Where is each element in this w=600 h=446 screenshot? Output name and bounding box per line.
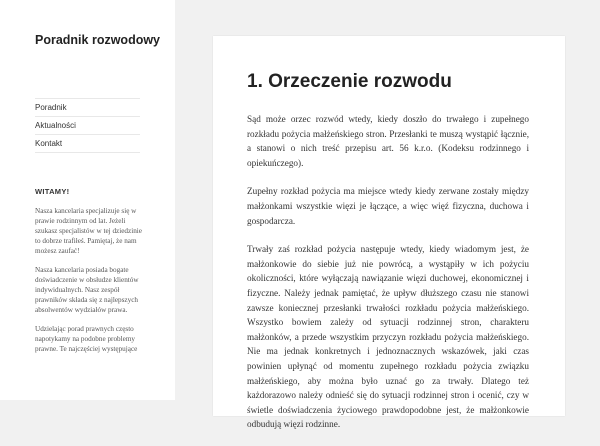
widget-paragraph: Nasza kancelaria specjalizuje się w prawie rodzinnym od lat. Jeżeli szukasz specjalistów w tej dziedzinie to dobrze trafiłeś. Pamiętaj, że nam możesz zaufać! xyxy=(35,207,142,255)
article-title: 1. Orzeczenie rozwodu xyxy=(247,71,452,92)
main-navigation xyxy=(35,98,140,153)
article-body xyxy=(247,112,529,446)
widget-text xyxy=(35,206,145,363)
article-paragraph: Trwały zaś rozkład pożycia następuje wtedy, kiedy wiadomym jest, że małżonkowie do siebie już nie powrócą, a wystąpiły w ich pożyciu okoliczności, które wyłączają nawiązanie więzi duchowej, ekonomicznej i fizyczne. Należy jednak pamiętać, że upływ dłuższego czasu nie stanowi zawsze koniecznej przesłanki trwałości rozkładu pożycia małżeńskiego. Wszystko bowiem zależy od sytuacji rodzinnej stron, charakteru małżonków, a przede wszystkim przyczyn rozkładu pożycia małżeńskiego. Nie ma jednak konkretnych i jednoznacznych wskazówek, jaki czas powinien upłynąć od momentu zupełnego rozkładu pożycia związku małżeńskiego, aby można było uznać go za trwały. Dlatego też każdorazowo należy odnieść się do sytuacji rodzinnej stron i ocenić, czy w świetle doświadczenia życiowego prawdopodobne jest, że małżonkowie odbudują więzi rodzinne. xyxy=(247,244,529,430)
widget-title: WITAMY! xyxy=(35,187,70,196)
widget-paragraph: Udzielając porad prawnych często napotykamy na podobne problemy prawne. Te najczęściej występujące xyxy=(35,325,138,353)
site-title[interactable]: Poradnik rozwodowy xyxy=(35,33,161,47)
article-card xyxy=(213,36,565,430)
widget-paragraph: Nasza kancelaria posiada bogate doświadczenie w obsłudze klientów indywidualnych. Nasz zespół prawników składa się z najlepszych absolwentów wydziałów prawa. xyxy=(35,266,139,314)
nav-item-kontakt[interactable]: Kontakt xyxy=(35,135,140,153)
nav-item-aktualnosci[interactable]: Aktualności xyxy=(35,117,140,135)
sidebar xyxy=(0,0,175,400)
article-paragraph: Zupełny rozkład pożycia ma miejsce wtedy kiedy zerwane zostały między małżonkami wszystkie więzi je łączące, a więc więź fizyczna, duchowa i gospodarcza. xyxy=(247,186,529,226)
nav-item-poradnik[interactable]: Poradnik xyxy=(35,98,140,117)
article-paragraph: Sąd może orzec rozwód wtedy, kiedy doszło do trwałego i zupełnego rozkładu pożycia małżeńskiego stron. Przesłanki te muszą wystąpić łącznie, a stanowi o nich treść przepisu art. 56 k.r.o. (Kodeksu rodzinnego i opiekuńczego). xyxy=(247,114,529,168)
